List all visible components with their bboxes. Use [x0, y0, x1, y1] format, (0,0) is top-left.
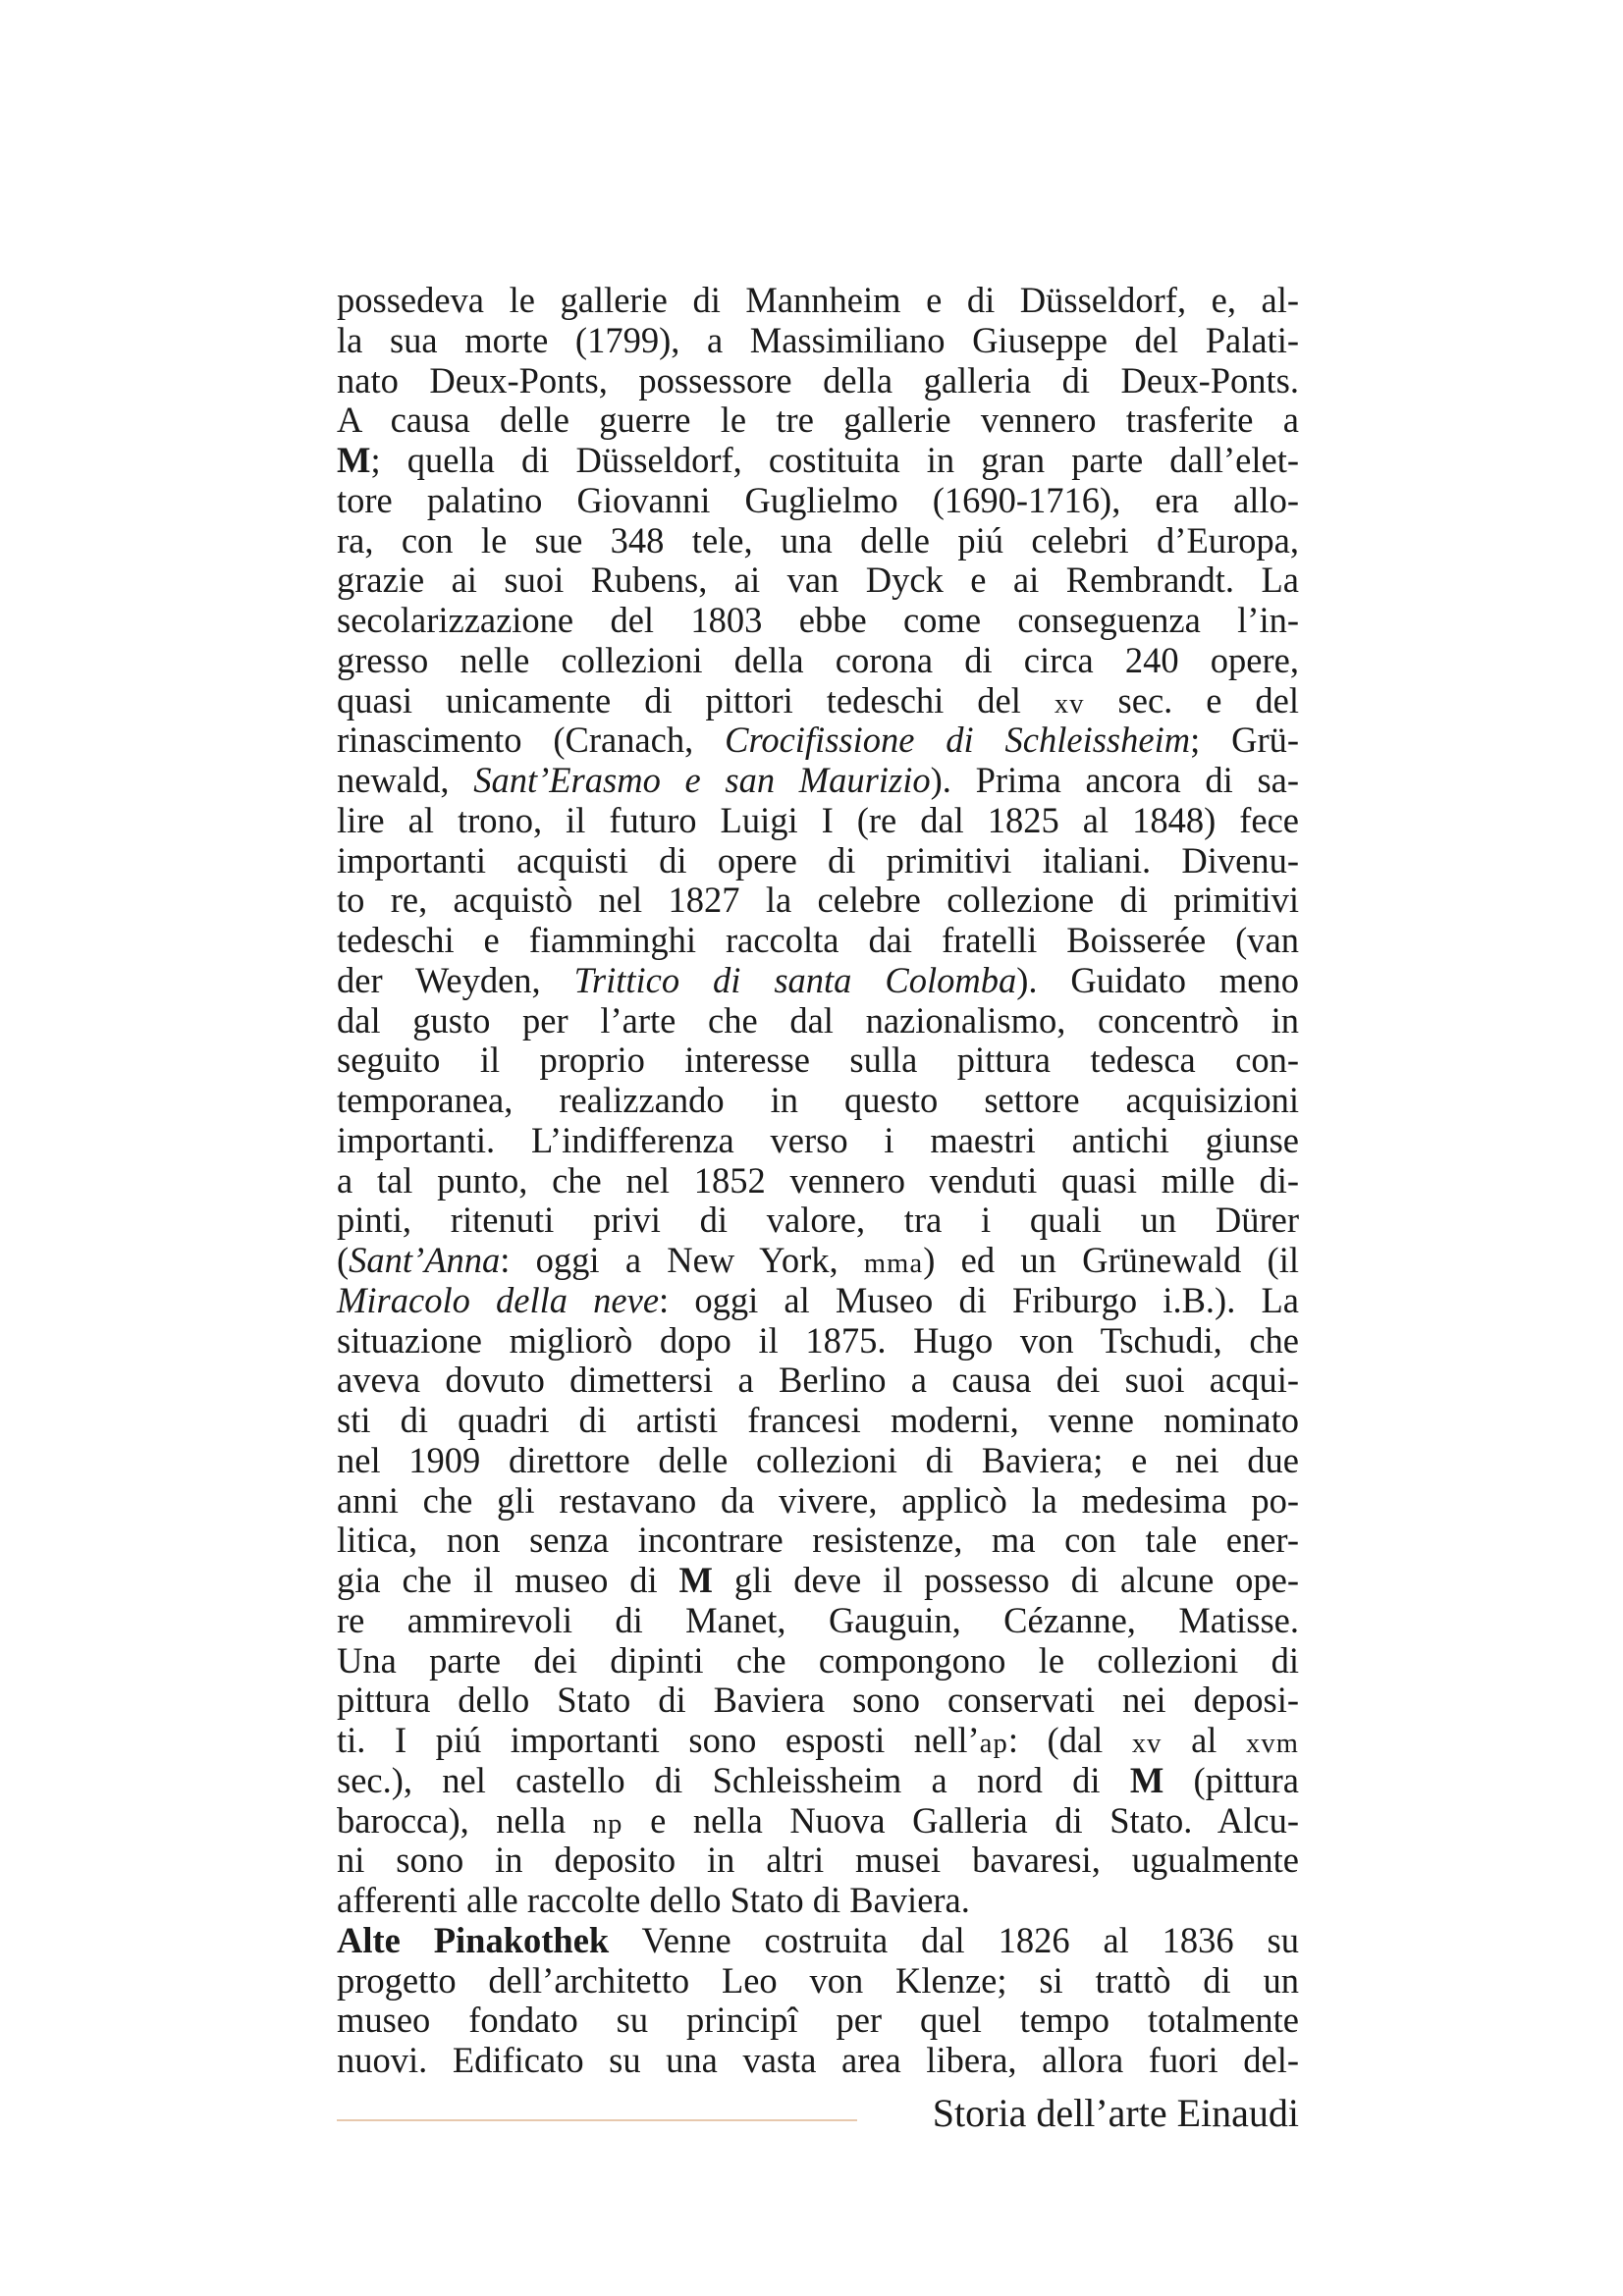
text-line: possedeva le gallerie di Mannheim e di Düsseldorf, e, al- [337, 280, 1299, 320]
text-line: newald, Sant’Erasmo e san Maurizio). Prima ancora di sa- [337, 760, 1300, 800]
footer-title: Storia dell’arte Einaudi [932, 2091, 1299, 2135]
text-line: dal gusto per l’arte che dal nazionalismo, concentrò in [337, 999, 1299, 1041]
text-line: litica, non senza incontrare resistenze, ma con tale ener- [337, 1520, 1299, 1561]
text-line: ra, con le sue 348 tele, una delle piú celebri d’Europa, [337, 519, 1299, 561]
text-line: secolarizzazione del 1803 ebbe come conseguenza l’in- [337, 600, 1299, 640]
small-caps-text: xv [1131, 1729, 1163, 1759]
artwork-title: Miracolo della neve [337, 1279, 660, 1320]
text-line: museo fondato su principî per quel tempo totalmente [337, 2000, 1299, 2041]
text-line: Una parte dei dipinti che compongono le collezioni di [337, 1639, 1299, 1681]
small-caps-text: xvm [1245, 1729, 1300, 1759]
bold-abbreviation: M [337, 440, 371, 480]
text-line: gresso nelle collezioni della corona di circa 240 opere, [337, 639, 1299, 680]
artwork-title: Sant’Erasmo e san Maurizio [473, 760, 931, 800]
text-line: A causa delle guerre le tre gallerie vennero trasferite a [337, 400, 1299, 441]
page-footer [337, 2089, 1299, 2138]
text-line: ti. I piú importanti sono esposti nell’ap: (dal xv al xvm [337, 1720, 1300, 1760]
text-line: barocca), nella np e nella Nuova Galleria di Stato. Alcu- [337, 1799, 1300, 1841]
section-heading: Alte Pinakothek [337, 1919, 610, 1960]
text-line: sti di quadri di artisti francesi moderni, venne nominato [337, 1400, 1299, 1440]
text-line: pittura dello Stato di Baviera sono conservati nei deposi- [337, 1680, 1299, 1721]
text-line: progetto dell’architetto Leo von Klenze; si trattò di un [337, 1959, 1299, 2001]
small-caps-text: np [592, 1808, 623, 1840]
text-line: la sua morte (1799), a Massimiliano Giuseppe del Palati- [337, 319, 1299, 360]
text-line: re ammirevoli di Manet, Gauguin, Cézanne, Matisse. [337, 1599, 1299, 1640]
text-line: anni che gli restavano da vivere, applicò la medesima po- [337, 1479, 1299, 1521]
text-line: rinascimento (Cranach, Crocifissione di Schleissheim; Grü- [337, 720, 1300, 761]
text-line: der Weyden, Trittico di santa Colomba). Guidato meno [337, 959, 1300, 1000]
text-line: gia che il museo di M gli deve il possesso di alcune ope- [337, 1560, 1299, 1600]
text-line: seguito il proprio interesse sulla pittura tedesca con- [337, 1040, 1299, 1081]
text-line: lire al trono, il futuro Luigi I (re dal 1825 al 1848) fece [337, 799, 1299, 840]
text-line: a tal punto, che nel 1852 vennero venduti quasi mille di- [337, 1159, 1299, 1201]
text-line: grazie ai suoi Rubens, ai van Dyck e ai Rembrandt. La [337, 560, 1299, 601]
text-line: nel 1909 direttore delle collezioni di Baviera; e nei due [337, 1439, 1299, 1480]
small-caps-text: xv [1054, 688, 1085, 720]
text-line: to re, acquistò nel 1827 la celebre collezione di primitivi [337, 880, 1299, 921]
text-line: importanti. L’indifferenza verso i maestri antichi giunse [337, 1119, 1299, 1160]
text-line: ni sono in deposito in altri musei bavaresi, ugualmente [337, 1840, 1299, 1881]
text-line: tedeschi e fiamminghi raccolta dai fratelli Boisserée (van [337, 920, 1299, 960]
text-line: quasi unicamente di pittori tedeschi del xv sec. e del [337, 679, 1300, 721]
bold-abbreviation: M [1129, 1759, 1164, 1800]
text-line: nato Deux-Ponts, possessore della galleria di Deux-Ponts. [337, 359, 1299, 400]
text-line: importanti acquisti di opere di primitivi italiani. Divenu- [337, 839, 1299, 881]
text-line: nuovi. Edificato su una vasta area libera, allora fuori del- [337, 2040, 1299, 2080]
text-line: tore palatino Giovanni Guglielmo (1690-1716), era allo- [337, 479, 1299, 520]
text-line: afferenti alle raccolte dello Stato di Baviera. [337, 1880, 970, 1920]
text-line: sec.), nel castello di Schleissheim a nord di M (pittura [337, 1759, 1299, 1800]
text-line: Alte Pinakothek Venne costruita dal 1826 al 1836 su [337, 1919, 1299, 1960]
artwork-title: Trittico di santa Colomba [573, 959, 1017, 1000]
small-caps-text: ap [979, 1729, 1008, 1759]
artwork-title: Crocifissione di Schleissheim [725, 720, 1191, 761]
small-caps-text: mma [863, 1249, 924, 1279]
bold-abbreviation: M [678, 1560, 713, 1600]
text-line: aveva dovuto dimettersi a Berlino a causa dei suoi acqui- [337, 1360, 1299, 1401]
text-line: temporanea, realizzando in questo settore acquisizioni [337, 1080, 1299, 1120]
footer-rule [337, 2119, 857, 2121]
text-line: M; quella di Düsseldorf, costituita in gran parte dall’elet- [337, 440, 1299, 480]
text-line: Miracolo della neve: oggi al Museo di Friburgo i.B.). La [337, 1279, 1299, 1320]
text-line: (Sant’Anna: oggi a New York, mma) ed un Grünewald (il [337, 1240, 1299, 1280]
body-text [337, 281, 1299, 2081]
artwork-title: Sant’Anna [349, 1240, 501, 1280]
text-line: situazione migliorò dopo il 1875. Hugo von Tschudi, che [337, 1319, 1299, 1361]
text-line: pinti, ritenuti privi di valore, tra i quali un Dürer [337, 1200, 1299, 1241]
